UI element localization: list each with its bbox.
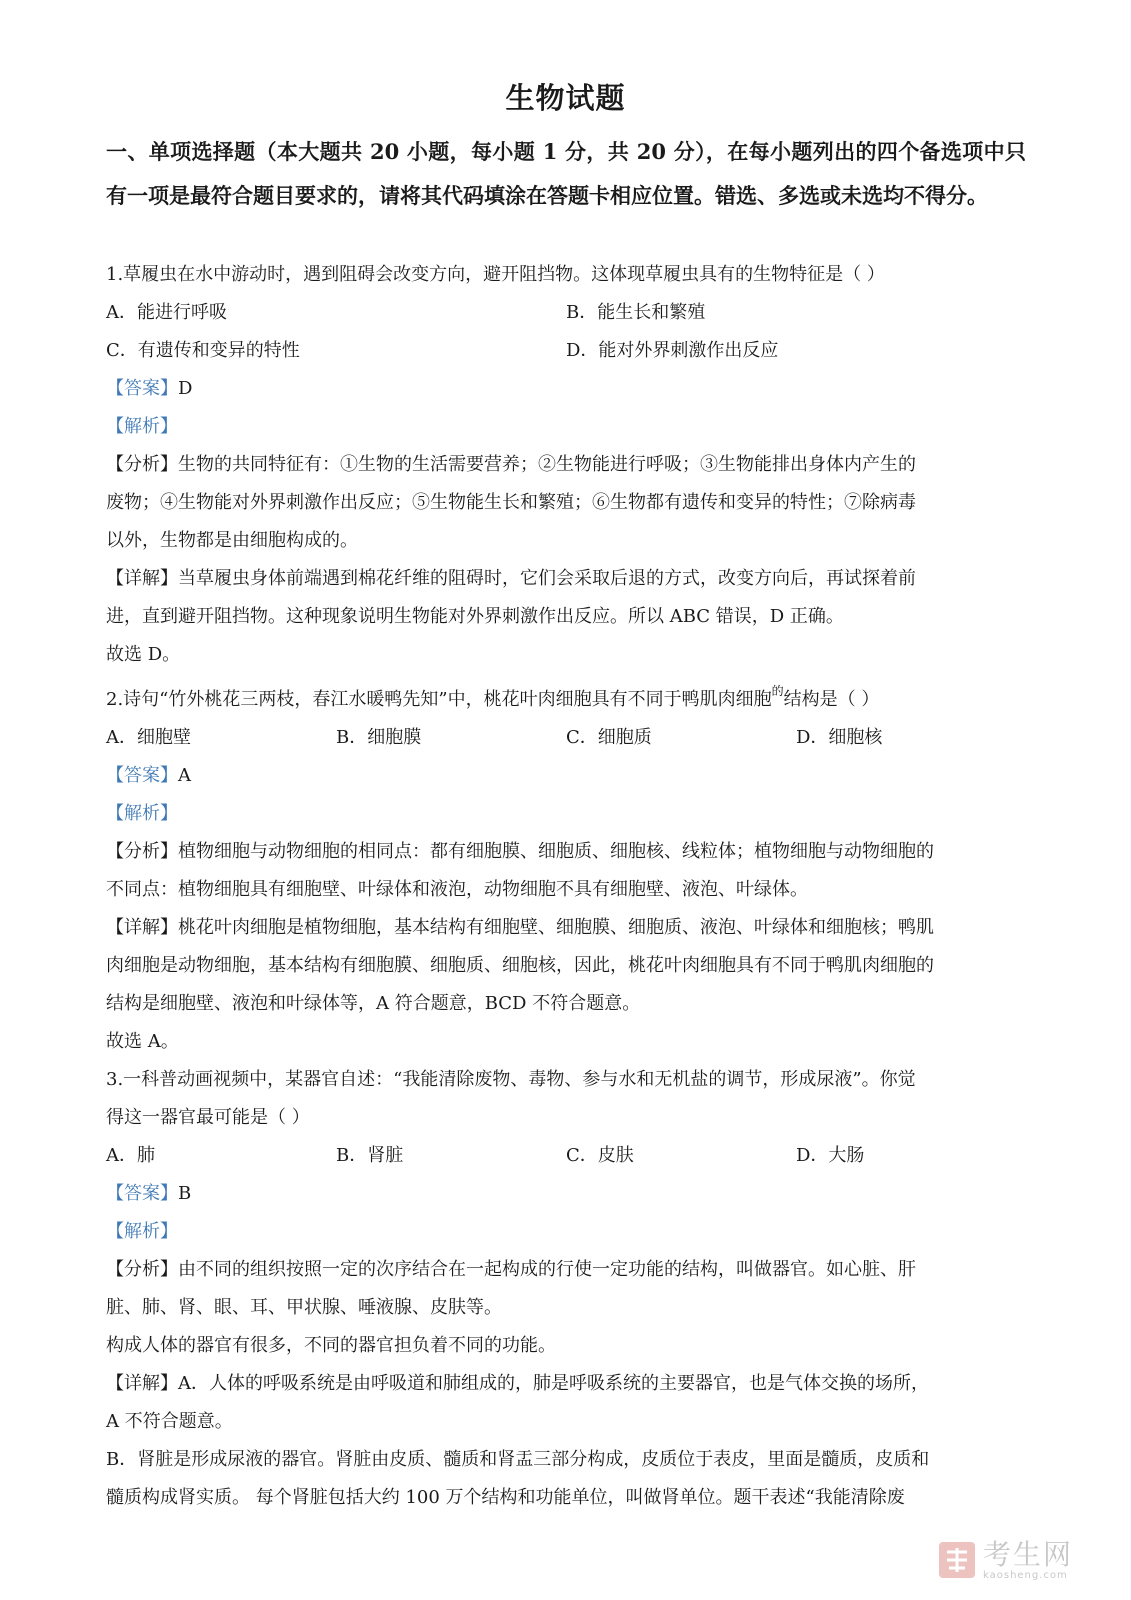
question-3-answer: [106, 1175, 1026, 1213]
question-2-options: [106, 719, 1026, 757]
detail-tag: 【详解】: [106, 1373, 178, 1394]
question-1-options-row-2: [106, 332, 1026, 370]
watermark-name: 考生网: [983, 1537, 1074, 1571]
question-1-fenxi-line: 以外，生物都是由细胞构成的。: [106, 530, 358, 551]
fenxi-text: 由不同的组织按照一定的次序结合在一起构成的行使一定功能的结构，叫做器官。如心脏、肝: [178, 1259, 916, 1280]
question-3-stem: 得这一器官最可能是（ ）: [106, 1107, 310, 1128]
stem-text: 结构是（ ）: [783, 689, 880, 710]
question-3-option-c: C．皮肤: [566, 1145, 634, 1166]
stem-text: 2.诗句“竹外桃花三两枝，春江水暖鸭先知”中，桃花叶肉细胞具有不同于鸭肌肉细胞: [106, 689, 772, 710]
question-2-answer: [106, 757, 1026, 795]
question-3-option-b: B．肾脏: [336, 1145, 404, 1166]
question-2-option-c: C．细胞质: [566, 727, 652, 748]
question-2-option-b: B．细胞膜: [336, 727, 422, 748]
answer-tag: 【答案】: [106, 765, 178, 786]
question-2: [106, 681, 1026, 1061]
question-2-stem: [106, 681, 1026, 719]
detail-tag: 【详解】: [106, 568, 178, 589]
analysis-tag: 【解析】: [106, 803, 178, 824]
detail-text: A．人体的呼吸系统是由呼吸道和肺组成的，肺是呼吸系统的主要器官，也是气体交换的场所，: [178, 1373, 929, 1394]
question-1-answer: [106, 370, 1026, 408]
watermark-logo: [937, 1530, 1107, 1590]
fenxi-tag: 【分析】: [106, 841, 178, 862]
question-3-option-a: A．肺: [106, 1145, 155, 1166]
fenxi-text: 植物细胞与动物细胞的相同点：都有细胞膜、细胞质、细胞核、线粒体；植物细胞与动物细胞的: [178, 841, 934, 862]
question-2-option-a: A．细胞壁: [106, 727, 191, 748]
question-2-fenxi-line: 不同点：植物细胞具有细胞壁、叶绿体和液泡，动物细胞不具有细胞壁、液泡、叶绿体。: [106, 879, 808, 900]
stem-superscript: 的: [771, 684, 784, 698]
question-1-conclusion: 故选 D。: [106, 644, 181, 665]
question-1-option-c: C．有遗传和变异的特性: [106, 340, 300, 361]
question-2-option-d: D．细胞核: [796, 727, 883, 748]
analysis-tag: 【解析】: [106, 1221, 178, 1242]
question-2-detail-line: 肉细胞是动物细胞，基本结构有细胞膜、细胞质、细胞核，因此，桃花叶肉细胞具有不同于鸭肌肉细胞的: [106, 955, 934, 976]
question-1-options-row-1: [106, 294, 1026, 332]
question-3-detail-line: 髓质构成肾实质。 每个肾脏包括大约 100 万个结构和功能单位，叫做肾单位。题干表述“我能清除废: [106, 1487, 905, 1508]
question-2-conclusion: 故选 A。: [106, 1031, 179, 1052]
question-2-analysis-heading: [106, 795, 1026, 833]
question-3-stem: 3.一科普动画视频中，某器官自述：“我能清除废物、毒物、参与水和无机盐的调节，形成尿液”。你觉: [106, 1069, 916, 1090]
question-2-detail-line: 结构是细胞壁、液泡和叶绿体等，A 符合题意，BCD 不符合题意。: [106, 993, 641, 1014]
question-2-detail-line: [106, 909, 1026, 947]
answer-value: D: [178, 378, 193, 399]
watermark-url: kaosheng.com: [983, 1569, 1068, 1581]
question-3: [106, 1061, 1026, 1517]
question-1-analysis-heading: [106, 408, 1026, 446]
question-1-option-b: B．能生长和繁殖: [566, 302, 706, 323]
fenxi-tag: 【分析】: [106, 1259, 178, 1280]
question-2-fenxi-line: [106, 833, 1026, 871]
question-1-fenxi-line: 废物；④生物能对外界刺激作出反应；⑤生物能生长和繁殖；⑥生物都有遗传和变异的特性；⑦除病毒: [106, 492, 916, 513]
question-3-option-d: D．大肠: [796, 1145, 865, 1166]
section-heading: 一、单项选择题（本大题共 20 小题，每小题 1 分，共 20 分），在每小题列出的四个备选项中只有一项是最符合题目要求的，请将其代码填涂在答题卡相应位置。错选、多选或未选均不得分。: [106, 139, 1026, 208]
fenxi-tag: 【分析】: [106, 454, 178, 475]
question-3-analysis-heading: [106, 1213, 1026, 1251]
answer-tag: 【答案】: [106, 1183, 178, 1204]
question-3-fenxi-line: [106, 1251, 1026, 1289]
page-title: 生物试题: [505, 81, 626, 115]
question-3-fenxi-line: 构成人体的器官有很多，不同的器官担负着不同的功能。: [106, 1335, 556, 1356]
question-1: [106, 256, 1026, 674]
analysis-tag: 【解析】: [106, 416, 178, 437]
watermark-text: [983, 1537, 1074, 1581]
question-3-options: [106, 1137, 1026, 1175]
detail-text: 桃花叶肉细胞是植物细胞，基本结构有细胞壁、细胞膜、细胞质、液泡、叶绿体和细胞核；鸭肌: [178, 917, 934, 938]
question-1-detail-line: [106, 560, 1026, 598]
question-1-option-d: D．能对外界刺激作出反应: [566, 340, 779, 361]
question-3-detail-line: B．肾脏是形成尿液的器官。肾脏由皮质、髓质和肾盂三部分构成，皮质位于表皮，里面是髓质，皮质和: [106, 1449, 930, 1470]
answer-value: B: [178, 1183, 192, 1204]
question-1-option-a: A．能进行呼吸: [106, 302, 227, 323]
answer-tag: 【答案】: [106, 378, 178, 399]
detail-tag: 【详解】: [106, 917, 178, 938]
question-3-detail-line: [106, 1365, 1026, 1403]
fenxi-text: 生物的共同特征有：①生物的生活需要营养；②生物能进行呼吸；③生物能排出身体内产生的: [178, 454, 916, 475]
question-3-detail-line: A 不符合题意。: [106, 1411, 233, 1432]
kaosheng-logo-icon: [937, 1540, 977, 1580]
question-1-detail-line: 进，直到避开阻挡物。这种现象说明生物能对外界刺激作出反应。所以 ABC 错误，D 正确。: [106, 606, 844, 627]
detail-text: 当草履虫身体前端遇到棉花纤维的阻碍时，它们会采取后退的方式，改变方向后，再试探着前: [178, 568, 916, 589]
answer-value: A: [178, 765, 191, 786]
question-1-stem: 1.草履虫在水中游动时，遇到阻碍会改变方向，避开阻挡物。这体现草履虫具有的生物特征是（ ）: [106, 264, 885, 285]
question-1-fenxi-line: [106, 446, 1026, 484]
question-3-fenxi-line: 脏、肺、肾、眼、耳、甲状腺、唾液腺、皮肤等。: [106, 1297, 502, 1318]
